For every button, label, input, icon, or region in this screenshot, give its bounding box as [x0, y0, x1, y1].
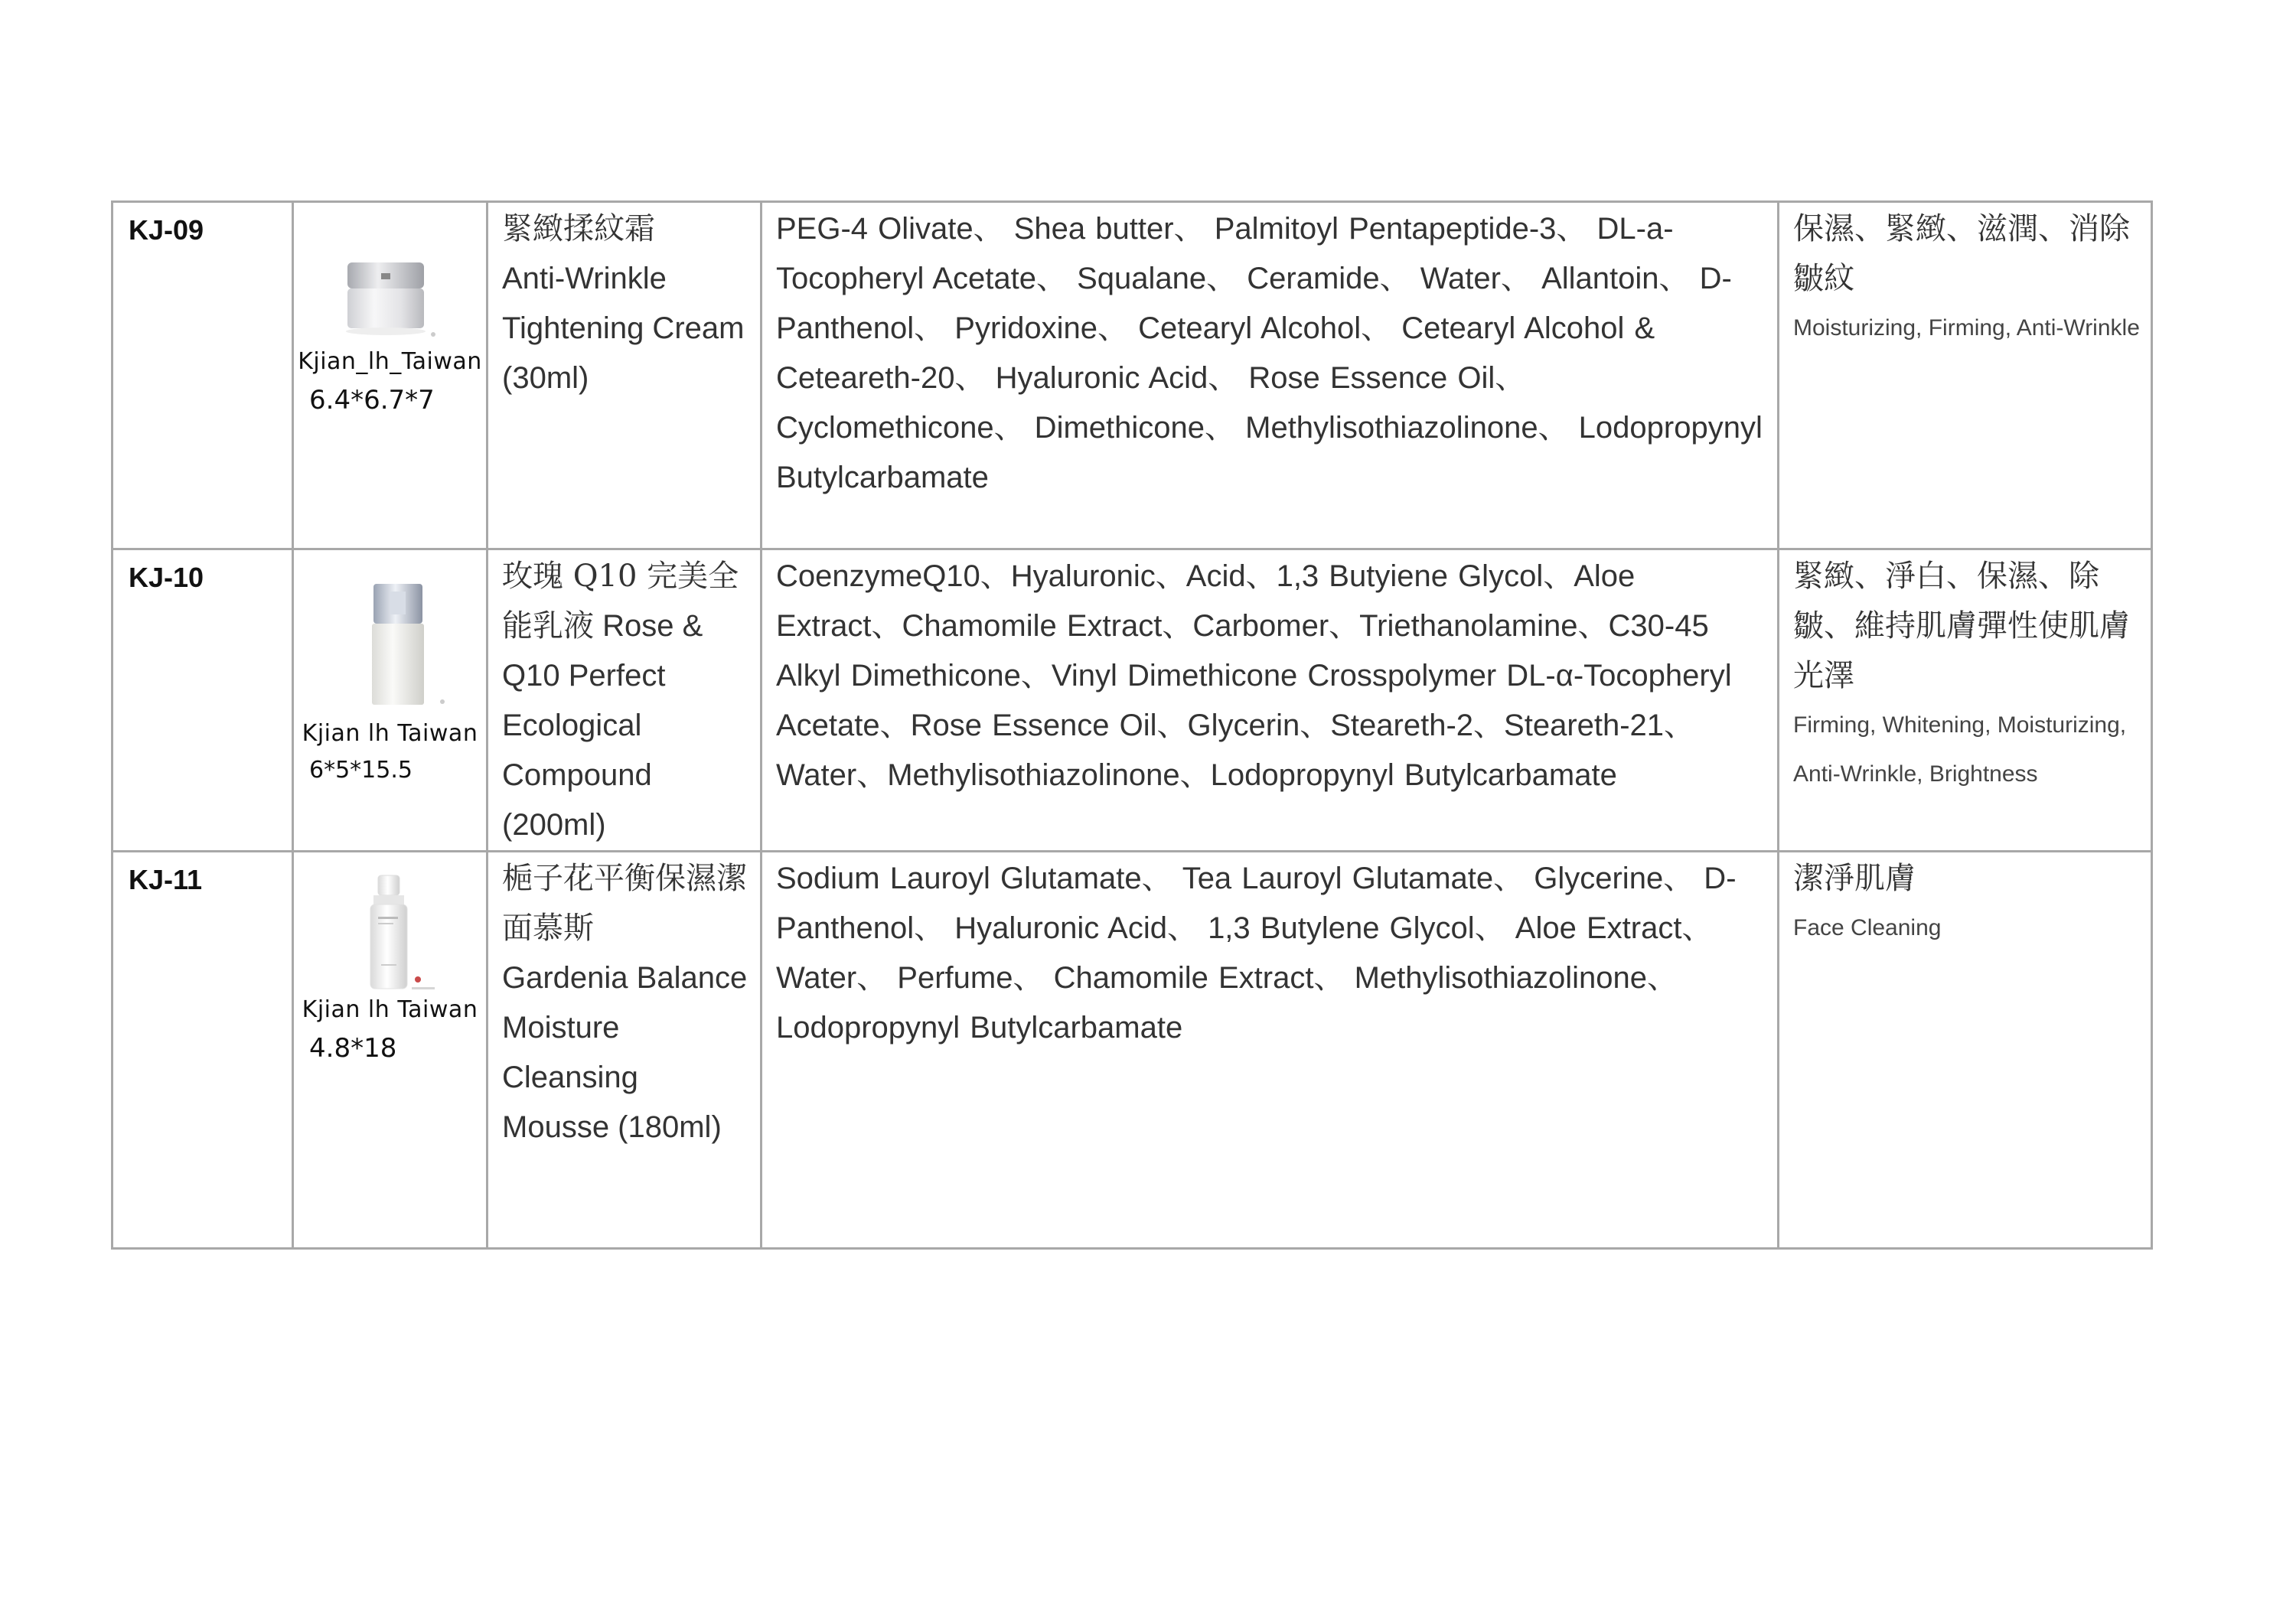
product-sheet [111, 200, 2151, 1250]
product-dimensions: 6.4*6.7*7 [309, 385, 435, 416]
product-code: KJ-10 [129, 562, 204, 593]
effects-cell [1779, 852, 2152, 1249]
effects-en: Moisturizing, Firming, Anti-Wrinkle [1793, 315, 2140, 341]
name-cell [488, 202, 762, 549]
ingredients-cell [762, 549, 1779, 852]
image-cell [293, 852, 488, 1249]
effects-en: Face Cleaning [1793, 915, 1942, 940]
cream-jar-icon [340, 255, 447, 339]
ingredients-cell [762, 852, 1779, 1249]
effects-en: Firming, Whitening, Moisturizing, Anti-Wrinkle, Brightness [1793, 712, 2127, 787]
ingredients-cell [762, 202, 1779, 549]
table-row [113, 549, 2152, 852]
product-name-en: Rose & Q10 Perfect Ecological Compound (200ml) [502, 609, 703, 842]
product-code: KJ-11 [129, 864, 203, 895]
name-cell [488, 549, 762, 852]
product-name-zh: 玫瑰 Q10 完美全能乳液 [502, 559, 739, 644]
ingredients-text: CoenzymeQ10、Hyaluronic、Acid、1,3 Butyiene Glycol、Aloe Extract、Chamomile Extract、Carbomer、Triethanolamine、C30-45 Alkyl Dimethicone、Vinyl Dimethicone Crosspolymer DL-α-Tocopheryl Acetate、Rose Essence Oil、Glycerin、Steareth-2、Steareth-21、Water、Methylisothiazolinone、Lodopropynyl Butylcarbamate [776, 559, 1732, 792]
code-cell [113, 852, 293, 1249]
product-name-en: Gardenia Balance Moisture Cleansing Mousse (180ml) [502, 961, 748, 1144]
ingredients-text: PEG-4 Olivate、 Shea butter、 Palmitoyl Pentapeptide-3、 DL-a-Tocopheryl Acetate、 Squalane、 Ceramide、 Water、 Allantoin、 D-Panthenol、 Pyridoxine、 Cetearyl Alcohol、 Cetearyl Alcohol & Ceteareth-20、 Hyaluronic Acid、 Rose Essence Oil、 Cyclomethicone、 Dimethicone、 Methylisothiazolinone、 Lodopropynyl Butylcarbamate [776, 212, 1763, 494]
name-cell [488, 852, 762, 1249]
foam-pump-bottle-icon [355, 872, 447, 995]
image-caption: Kjian lh Taiwan [302, 720, 478, 747]
ingredients-text: Sodium Lauroyl Glutamate、 Tea Lauroyl Glutamate、 Glycerine、 D-Panthenol、 Hyaluronic Acid、 1,3 Butylene Glycol、 Aloe Extract、 Water、 Perfume、 Chamomile Extract、 Methylisothiazolinone、 Lodopropynyl Butylcarbamate [776, 862, 1737, 1045]
product-code: KJ-09 [129, 214, 204, 246]
product-name-zh: 緊緻揉紋霜 [502, 211, 655, 246]
product-name-en: Anti-Wrinkle Tightening Cream (30ml) [502, 262, 745, 395]
image-cell [293, 549, 488, 852]
table-row [113, 202, 2152, 549]
effects-zh: 緊緻、淨白、保濕、除皺、維持肌膚彈性使肌膚光澤 [1793, 559, 2130, 693]
image-cell [293, 202, 488, 549]
product-name-zh: 梔子花平衡保濕潔面慕斯 [502, 861, 747, 946]
code-cell [113, 202, 293, 549]
table-row [113, 852, 2152, 1249]
image-caption: Kjian lh Taiwan [302, 996, 478, 1023]
effects-cell [1779, 549, 2152, 852]
effects-cell [1779, 202, 2152, 549]
code-cell [113, 549, 293, 852]
product-dimensions: 6*5*15.5 [309, 757, 413, 784]
product-dimensions: 4.8*18 [309, 1033, 397, 1064]
product-table [111, 200, 2153, 1250]
image-caption: Kjian_lh_Taiwan [298, 348, 482, 375]
lotion-bottle-icon [360, 581, 452, 711]
effects-zh: 潔淨肌膚 [1793, 861, 1916, 896]
effects-zh: 保濕、緊緻、滋潤、消除皺紋 [1793, 211, 2130, 296]
